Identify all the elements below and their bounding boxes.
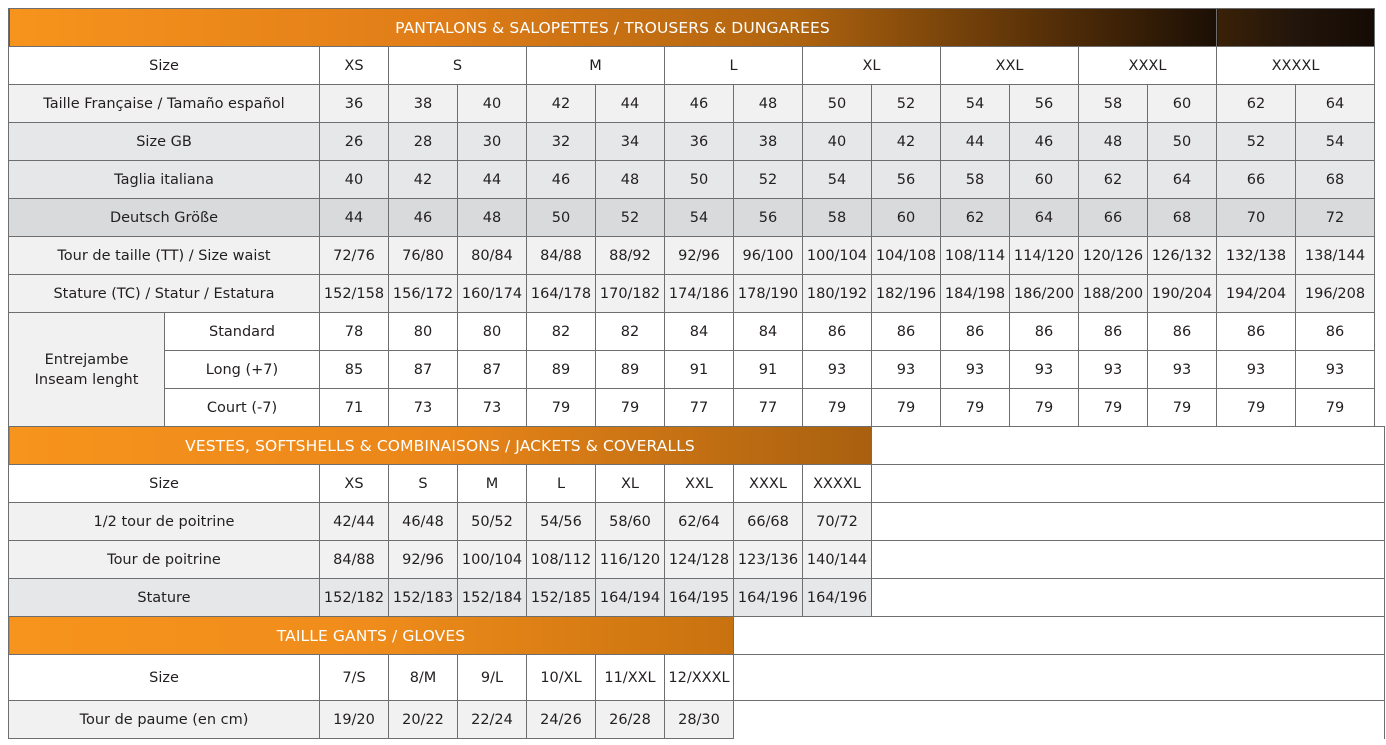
table-cell: 93 [803, 351, 872, 389]
table-cell: 54 [803, 161, 872, 199]
table-cell: 140/144 [803, 541, 872, 579]
trousers-size-xxl: XXL [941, 47, 1079, 85]
table-cell: 26/28 [596, 701, 665, 739]
trousers-size-table [8, 8, 1375, 427]
table-cell: 79 [803, 389, 872, 427]
table-cell: 93 [941, 351, 1010, 389]
table-cell: 66 [1217, 161, 1296, 199]
row-label: Deutsch Größe [9, 199, 320, 237]
table-cell: 79 [527, 389, 596, 427]
jackets-size-header: XXL [665, 465, 734, 503]
table-cell: 96/100 [734, 237, 803, 275]
gloves-size-header: 8/M [389, 655, 458, 701]
table-cell: 93 [1296, 351, 1375, 389]
table-cell: 82 [527, 313, 596, 351]
table-cell: 86 [803, 313, 872, 351]
table-cell: 20/22 [389, 701, 458, 739]
table-cell: 84/88 [320, 541, 389, 579]
table-cell: 36 [320, 85, 389, 123]
row-label: Taille Française / Tamaño español [9, 85, 320, 123]
jackets-size-header: XXXXL [803, 465, 872, 503]
table-cell: 80 [458, 313, 527, 351]
table-cell: 79 [1079, 389, 1148, 427]
trousers-section-title: PANTALONS & SALOPETTES / TROUSERS & DUNGAREES [9, 9, 1217, 47]
table-cell: 64 [1296, 85, 1375, 123]
table-cell: 93 [1217, 351, 1296, 389]
table-cell: 54/56 [527, 503, 596, 541]
table-cell: 52 [1217, 123, 1296, 161]
table-cell: 84/88 [527, 237, 596, 275]
row-label: Stature [9, 579, 320, 617]
table-cell: 87 [458, 351, 527, 389]
table-cell: 93 [1010, 351, 1079, 389]
table-cell: 24/26 [527, 701, 596, 739]
table-cell: 194/204 [1217, 275, 1296, 313]
table-cell: 36 [665, 123, 734, 161]
table-cell: 42/44 [320, 503, 389, 541]
table-cell: 178/190 [734, 275, 803, 313]
jackets-size-header: M [458, 465, 527, 503]
table-cell: 46 [527, 161, 596, 199]
table-row [9, 503, 1385, 541]
table-row [9, 123, 1375, 161]
jackets-section-title: VESTES, SOFTSHELLS & COMBINAISONS / JACKETS & COVERALLS [9, 427, 872, 465]
table-cell: 48 [458, 199, 527, 237]
table-cell: 120/126 [1079, 237, 1148, 275]
table-cell: 42 [389, 161, 458, 199]
gloves-size-header: 9/L [458, 655, 527, 701]
table-cell: 164/196 [734, 579, 803, 617]
table-cell: 86 [872, 313, 941, 351]
table-row [9, 199, 1375, 237]
row-label: 1/2 tour de poitrine [9, 503, 320, 541]
inseam-row-label: Standard [165, 313, 320, 351]
table-cell: 132/138 [1217, 237, 1296, 275]
table-cell: 84 [734, 313, 803, 351]
jackets-size-header: XL [596, 465, 665, 503]
gloves-title-spacer [734, 617, 1385, 655]
table-row [9, 351, 1375, 389]
table-cell: 42 [872, 123, 941, 161]
jackets-size-header: XXXL [734, 465, 803, 503]
table-cell: 50 [527, 199, 596, 237]
table-cell: 82 [596, 313, 665, 351]
table-cell: 76/80 [389, 237, 458, 275]
table-cell: 50 [803, 85, 872, 123]
table-cell: 77 [734, 389, 803, 427]
table-cell: 184/198 [941, 275, 1010, 313]
gloves-size-label: Size [9, 655, 320, 701]
table-cell: 58 [1079, 85, 1148, 123]
gloves-size-row [9, 655, 1385, 701]
trousers-size-l: L [665, 47, 803, 85]
table-cell: 104/108 [872, 237, 941, 275]
table-cell: 190/204 [1148, 275, 1217, 313]
table-cell: 174/186 [665, 275, 734, 313]
trousers-size-row [9, 47, 1375, 85]
table-cell: 80 [389, 313, 458, 351]
table-cell: 48 [734, 85, 803, 123]
table-cell: 108/114 [941, 237, 1010, 275]
table-cell: 123/136 [734, 541, 803, 579]
table-cell: 44 [596, 85, 665, 123]
table-cell: 85 [320, 351, 389, 389]
table-cell: 44 [941, 123, 1010, 161]
row-label: Size GB [9, 123, 320, 161]
table-cell: 86 [1217, 313, 1296, 351]
table-cell: 28 [389, 123, 458, 161]
table-cell: 56 [1010, 85, 1079, 123]
table-cell: 93 [872, 351, 941, 389]
table-cell: 54 [665, 199, 734, 237]
table-row [9, 237, 1375, 275]
table-cell: 156/172 [389, 275, 458, 313]
table-row [9, 579, 1385, 617]
table-cell: 91 [665, 351, 734, 389]
trousers-size-xxxl: XXXL [1079, 47, 1217, 85]
table-cell: 80/84 [458, 237, 527, 275]
table-cell: 64 [1010, 199, 1079, 237]
table-cell: 86 [1148, 313, 1217, 351]
table-cell: 170/182 [596, 275, 665, 313]
table-cell: 40 [458, 85, 527, 123]
trousers-size-xxxxl: XXXXL [1217, 47, 1375, 85]
table-row [9, 389, 1375, 427]
table-row [9, 701, 1385, 739]
table-row [9, 313, 1375, 351]
table-cell: 164/178 [527, 275, 596, 313]
table-cell: 66 [1079, 199, 1148, 237]
table-cell: 84 [665, 313, 734, 351]
table-cell: 89 [527, 351, 596, 389]
table-cell: 79 [1148, 389, 1217, 427]
table-cell: 93 [1079, 351, 1148, 389]
table-cell: 62 [1217, 85, 1296, 123]
inseam-label [9, 313, 165, 427]
table-cell: 86 [1010, 313, 1079, 351]
table-cell: 64 [1148, 161, 1217, 199]
table-row [9, 161, 1375, 199]
table-cell: 78 [320, 313, 389, 351]
spacer [872, 465, 1385, 503]
table-cell: 19/20 [320, 701, 389, 739]
row-label: Tour de poitrine [9, 541, 320, 579]
table-row [9, 85, 1375, 123]
spacer [734, 701, 1385, 739]
table-cell: 60 [1148, 85, 1217, 123]
table-cell: 160/174 [458, 275, 527, 313]
inseam-label-line2: Inseam lenght [34, 371, 139, 388]
table-cell: 68 [1296, 161, 1375, 199]
row-label: Stature (TC) / Statur / Estatura [9, 275, 320, 313]
table-cell: 73 [389, 389, 458, 427]
table-cell: 28/30 [665, 701, 734, 739]
table-row [9, 541, 1385, 579]
spacer [872, 541, 1385, 579]
table-cell: 186/200 [1010, 275, 1079, 313]
table-cell: 196/208 [1296, 275, 1375, 313]
table-cell: 56 [734, 199, 803, 237]
gloves-size-header: 11/XXL [596, 655, 665, 701]
table-cell: 26 [320, 123, 389, 161]
table-cell: 48 [596, 161, 665, 199]
table-cell: 152/183 [389, 579, 458, 617]
table-cell: 50/52 [458, 503, 527, 541]
table-cell: 164/196 [803, 579, 872, 617]
inseam-label-line1: Entrejambe [44, 351, 129, 368]
table-cell: 58 [803, 199, 872, 237]
table-cell: 79 [596, 389, 665, 427]
table-cell: 86 [1079, 313, 1148, 351]
table-cell: 50 [1148, 123, 1217, 161]
table-cell: 40 [320, 161, 389, 199]
gloves-size-header: 12/XXXL [665, 655, 734, 701]
table-cell: 100/104 [458, 541, 527, 579]
trousers-title-dark-end [1217, 9, 1375, 47]
table-cell: 77 [665, 389, 734, 427]
row-label: Tour de taille (TT) / Size waist [9, 237, 320, 275]
table-cell: 79 [872, 389, 941, 427]
table-cell: 54 [1296, 123, 1375, 161]
table-cell: 52 [734, 161, 803, 199]
jackets-size-header: L [527, 465, 596, 503]
table-cell: 116/120 [596, 541, 665, 579]
table-cell: 38 [734, 123, 803, 161]
table-cell: 62/64 [665, 503, 734, 541]
table-cell: 30 [458, 123, 527, 161]
table-cell: 32 [527, 123, 596, 161]
table-cell: 34 [596, 123, 665, 161]
row-label: Tour de paume (en cm) [9, 701, 320, 739]
table-cell: 38 [389, 85, 458, 123]
table-cell: 56 [872, 161, 941, 199]
table-cell: 22/24 [458, 701, 527, 739]
trousers-size-xl: XL [803, 47, 941, 85]
jackets-size-row [9, 465, 1385, 503]
table-cell: 164/195 [665, 579, 734, 617]
table-cell: 79 [1296, 389, 1375, 427]
gloves-size-header: 7/S [320, 655, 389, 701]
table-cell: 46/48 [389, 503, 458, 541]
table-cell: 48 [1079, 123, 1148, 161]
table-cell: 79 [1010, 389, 1079, 427]
table-cell: 62 [941, 199, 1010, 237]
table-cell: 180/192 [803, 275, 872, 313]
table-cell: 60 [872, 199, 941, 237]
table-cell: 79 [1217, 389, 1296, 427]
jackets-size-header: XS [320, 465, 389, 503]
table-cell: 152/182 [320, 579, 389, 617]
table-cell: 182/196 [872, 275, 941, 313]
jackets-size-header: S [389, 465, 458, 503]
trousers-size-m: M [527, 47, 665, 85]
jackets-size-label: Size [9, 465, 320, 503]
table-cell: 138/144 [1296, 237, 1375, 275]
jackets-size-table [8, 426, 1385, 617]
table-cell: 87 [389, 351, 458, 389]
trousers-size-label: Size [9, 47, 320, 85]
table-cell: 44 [458, 161, 527, 199]
table-cell: 108/112 [527, 541, 596, 579]
table-cell: 89 [596, 351, 665, 389]
inseam-row-label: Court (-7) [165, 389, 320, 427]
table-cell: 70/72 [803, 503, 872, 541]
table-cell: 72/76 [320, 237, 389, 275]
trousers-size-xs: XS [320, 47, 389, 85]
table-cell: 71 [320, 389, 389, 427]
table-cell: 44 [320, 199, 389, 237]
spacer [734, 655, 1385, 701]
table-cell: 152/158 [320, 275, 389, 313]
table-cell: 188/200 [1079, 275, 1148, 313]
table-cell: 58 [941, 161, 1010, 199]
table-cell: 114/120 [1010, 237, 1079, 275]
table-cell: 152/184 [458, 579, 527, 617]
table-cell: 46 [665, 85, 734, 123]
inseam-row-label: Long (+7) [165, 351, 320, 389]
table-cell: 52 [872, 85, 941, 123]
table-cell: 73 [458, 389, 527, 427]
table-cell: 86 [941, 313, 1010, 351]
table-cell: 92/96 [665, 237, 734, 275]
table-cell: 46 [1010, 123, 1079, 161]
table-cell: 152/185 [527, 579, 596, 617]
table-cell: 124/128 [665, 541, 734, 579]
table-cell: 62 [1079, 161, 1148, 199]
table-cell: 58/60 [596, 503, 665, 541]
gloves-size-header: 10/XL [527, 655, 596, 701]
table-cell: 42 [527, 85, 596, 123]
spacer [872, 579, 1385, 617]
table-cell: 86 [1296, 313, 1375, 351]
table-cell: 92/96 [389, 541, 458, 579]
row-label: Taglia italiana [9, 161, 320, 199]
trousers-size-s: S [389, 47, 527, 85]
table-cell: 126/132 [1148, 237, 1217, 275]
table-cell: 68 [1148, 199, 1217, 237]
table-cell: 91 [734, 351, 803, 389]
gloves-size-table [8, 616, 1385, 739]
gloves-section-title: TAILLE GANTS / GLOVES [9, 617, 734, 655]
table-cell: 40 [803, 123, 872, 161]
table-cell: 93 [1148, 351, 1217, 389]
table-cell: 50 [665, 161, 734, 199]
table-cell: 46 [389, 199, 458, 237]
table-cell: 79 [941, 389, 1010, 427]
table-cell: 88/92 [596, 237, 665, 275]
table-cell: 164/194 [596, 579, 665, 617]
table-cell: 72 [1296, 199, 1375, 237]
table-cell: 54 [941, 85, 1010, 123]
jackets-title-spacer [872, 427, 1385, 465]
spacer [872, 503, 1385, 541]
table-row [9, 275, 1375, 313]
table-cell: 52 [596, 199, 665, 237]
table-cell: 100/104 [803, 237, 872, 275]
table-cell: 60 [1010, 161, 1079, 199]
table-cell: 66/68 [734, 503, 803, 541]
table-cell: 70 [1217, 199, 1296, 237]
